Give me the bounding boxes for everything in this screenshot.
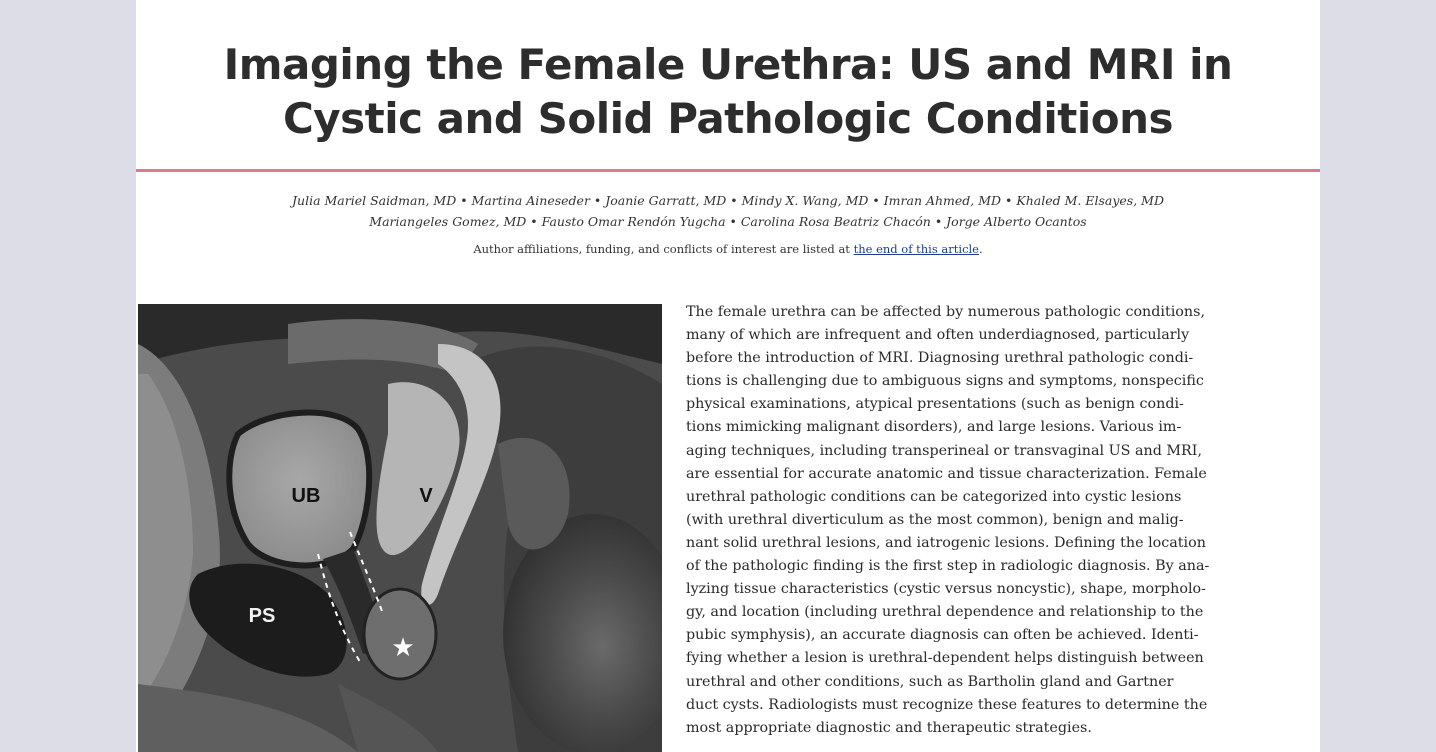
label-bladder: UB bbox=[291, 485, 321, 507]
affiliation-end: . bbox=[979, 242, 983, 256]
label-pubic-symphysis: PS bbox=[248, 605, 276, 627]
abstract-line: gy, and location (including urethral dependence and relationship to the bbox=[686, 604, 1204, 621]
author-line-2: Mariangeles Gomez, MD • Fausto Omar Rendón Yugcha • Carolina Rosa Beatriz Chacón • Jorge Alberto Ocantos bbox=[369, 214, 1087, 229]
mri-figure bbox=[138, 304, 662, 752]
abstract-line: tions mimicking malignant disorders), and large lesions. Various im- bbox=[686, 419, 1182, 436]
abstract-line: aging techniques, including transperineal or transvaginal US and MRI, bbox=[686, 442, 1202, 459]
abstract-line: of the pathologic finding is the first step in radiologic diagnosis. By ana- bbox=[686, 558, 1210, 575]
affiliation-note bbox=[136, 242, 1320, 256]
title-divider bbox=[136, 169, 1320, 172]
affiliation-text: Author affiliations, funding, and conflicts of interest are listed at bbox=[473, 242, 854, 256]
author-line-1: Julia Mariel Saidman, MD • Martina Aineseder • Joanie Garratt, MD • Mindy X. Wang, MD • Imran Ahmed, MD • Khaled M. Elsayes, MD bbox=[292, 193, 1164, 208]
abstract-line: urethral pathologic conditions can be categorized into cystic lesions bbox=[686, 488, 1182, 505]
abstract-line: duct cysts. Radiologists must recognize these features to determine the bbox=[686, 696, 1208, 713]
abstract-line: most appropriate diagnostic and therapeutic strategies. bbox=[686, 719, 1092, 736]
abstract-line: many of which are infrequent and often underdiagnosed, particularly bbox=[686, 327, 1190, 344]
lesion-star-icon: ★ bbox=[391, 633, 415, 663]
abstract-line: before the introduction of MRI. Diagnosing urethral pathologic condi- bbox=[686, 350, 1194, 367]
abstract-line: The female urethra can be affected by numerous pathologic conditions, bbox=[686, 304, 1206, 320]
end-of-article-link[interactable]: the end of this article bbox=[853, 242, 979, 256]
abstract-line: (with urethral diverticulum as the most common), benign and malig- bbox=[686, 511, 1184, 528]
article-page bbox=[136, 0, 1320, 752]
abstract-line: are essential for accurate anatomic and tissue characterization. Female bbox=[686, 465, 1207, 482]
label-vagina: V bbox=[419, 485, 433, 507]
abstract-line: nant solid urethral lesions, and iatrogenic lesions. Defining the location bbox=[686, 534, 1206, 551]
abstract-line: urethral and other conditions, such as Bartholin gland and Gartner bbox=[686, 673, 1174, 690]
abstract-line: pubic symphysis), an accurate diagnosis can often be achieved. Identi- bbox=[686, 627, 1199, 644]
abstract-line: physical examinations, atypical presentations (such as benign condi- bbox=[686, 396, 1184, 413]
abstract-line: fying whether a lesion is urethral-dependent helps distinguish between bbox=[686, 650, 1204, 667]
mri-image bbox=[138, 304, 662, 752]
title-line-2: Cystic and Solid Pathologic Conditions bbox=[282, 94, 1174, 143]
abstract-line: lyzing tissue characteristics (cystic versus noncystic), shape, morpholo- bbox=[686, 581, 1206, 598]
title-line-1: Imaging the Female Urethra: US and MRI in bbox=[223, 40, 1233, 89]
article-title bbox=[136, 38, 1320, 146]
abstract-line: tions is challenging due to ambiguous signs and symptoms, nonspecific bbox=[686, 373, 1204, 390]
author-list bbox=[136, 190, 1320, 232]
abstract-text bbox=[686, 301, 1252, 740]
